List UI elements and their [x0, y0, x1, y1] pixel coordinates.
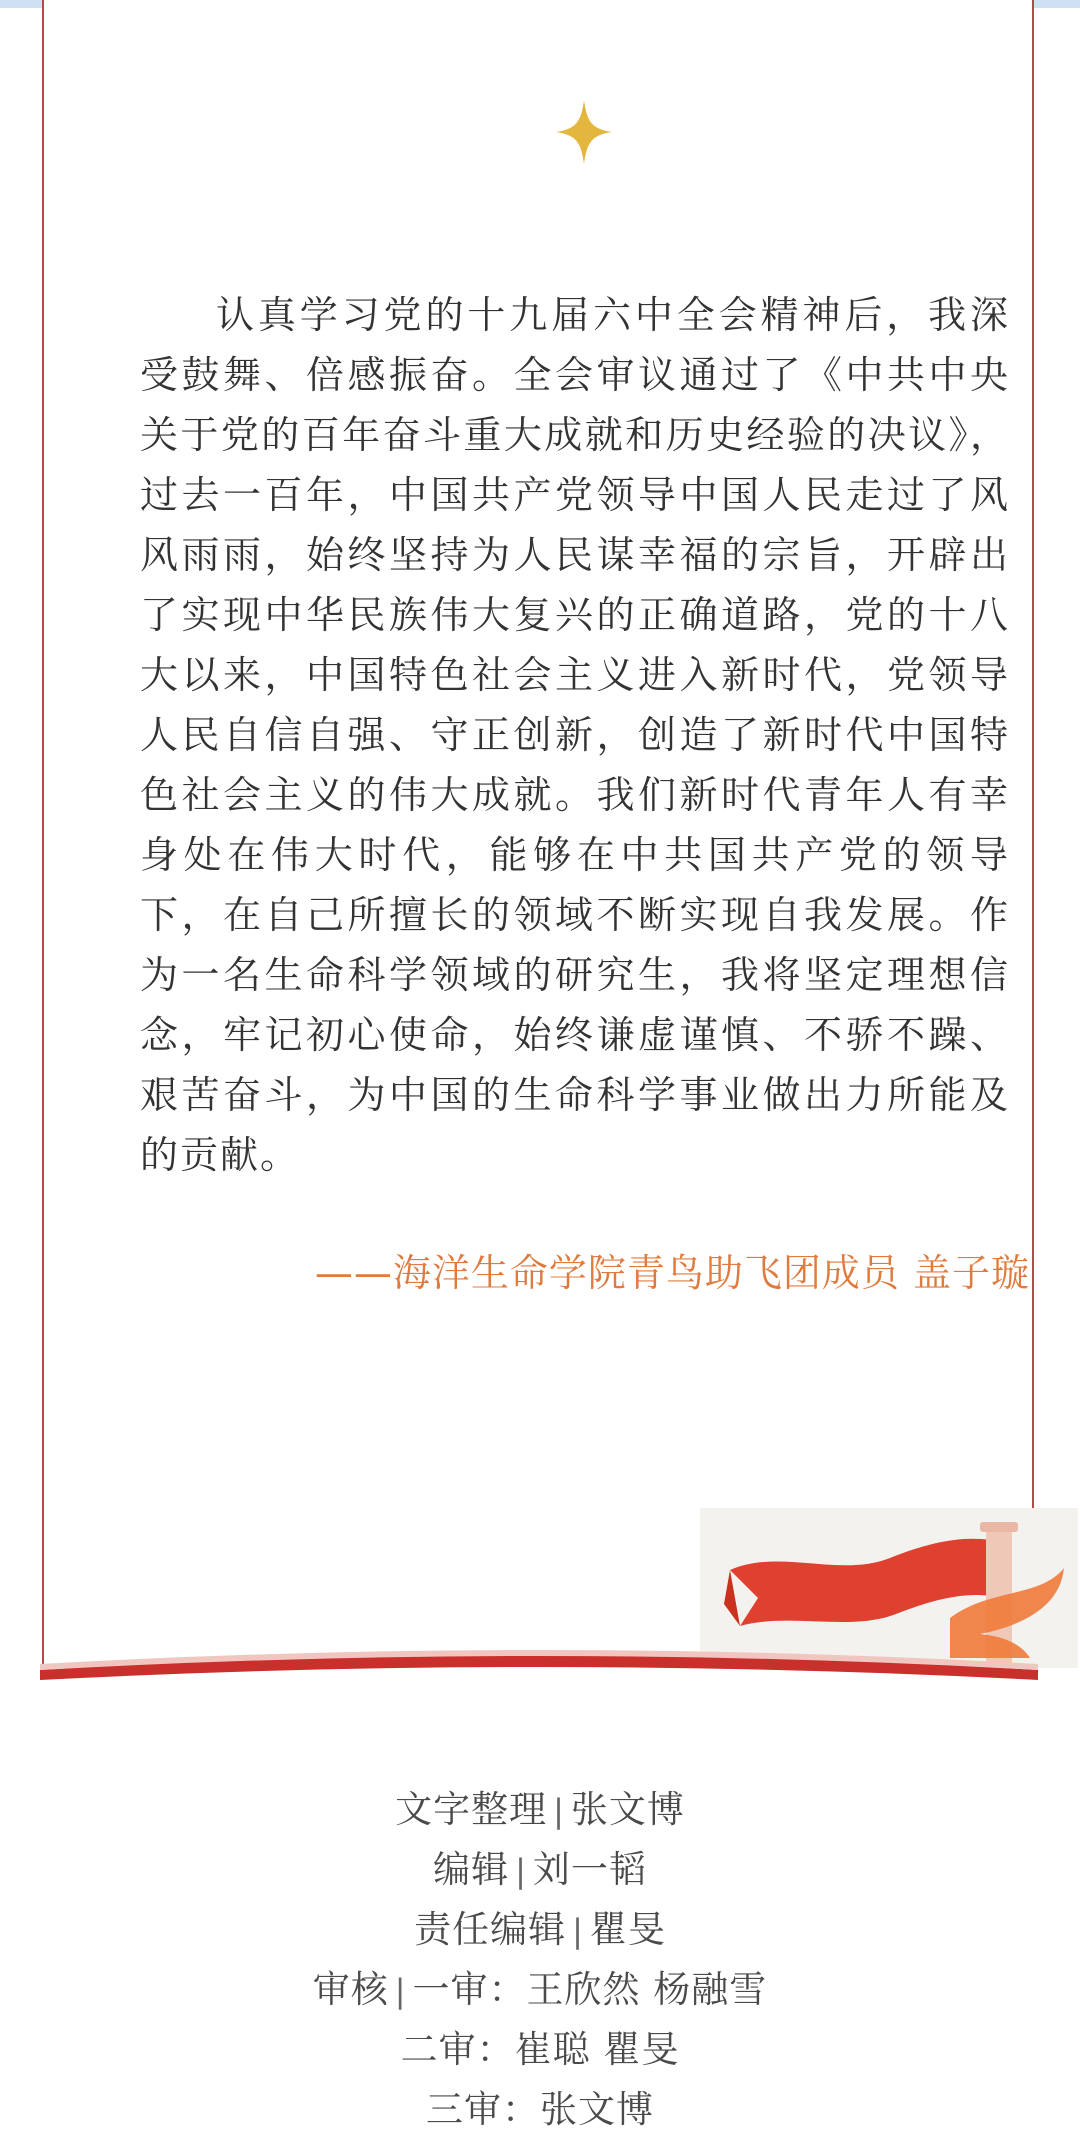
credit-value: 张文博 [570, 1788, 685, 1831]
credit-value: 三审：张文博 [426, 2088, 654, 2131]
credit-text-organizer [0, 1780, 1080, 1840]
separator: | [553, 1792, 565, 1830]
separator: | [572, 1912, 584, 1950]
credit-responsible-editor [0, 1900, 1080, 1960]
credits-block [0, 1780, 1080, 2140]
credit-third-review [0, 2080, 1080, 2140]
article-card [42, 0, 1034, 1668]
credit-review [0, 1960, 1080, 2020]
bottom-arc-divider [40, 1640, 1038, 1700]
credit-label: 编辑 [433, 1848, 510, 1891]
credit-label: 审核 [312, 1968, 389, 2011]
article-paragraph: 认真学习党的十九届六中全会精神后，我深受鼓舞、倍感振奋。全会审议通过了《中共中央关于党的百年奋斗重大成就和历史经验的决议》，过去一百年，中国共产党领导中国人民走过了风风雨雨，始终坚持为人民谋幸福的宗旨，开辟出了实现中华民族伟大复兴的正确道路，党的十八大以来，中国特色社会主义进入新时代，党领导人民自信自强、守正创新，创造了新时代中国特色社会主义的伟大成就。我们新时代青年人有幸身处在伟大时代，能够在中共国共产党的领导下，在自己所擅长的领域不断实现自我发展。作为一名生命科学领域的研究生，我将坚定理想信念，牢记初心使命，始终谦虚谨慎、不骄不躁、艰苦奋斗，为中国的生命科学事业做出力所能及的贡献。 [140, 293, 1010, 1177]
credit-second-review [0, 2020, 1080, 2080]
credit-label: 文字整理 [395, 1788, 548, 1831]
author-signature: ——海洋生命学院青鸟助飞团成员 盖子璇 [314, 1251, 1030, 1295]
credit-value: 瞿旻 [589, 1908, 666, 1951]
separator: | [515, 1852, 527, 1890]
credit-label: 责任编辑 [414, 1908, 567, 1951]
sparkle-star-icon [556, 100, 612, 164]
separator: | [394, 1972, 407, 2010]
credit-value: 一审：王欣然 杨融雪 [412, 1968, 768, 2011]
credit-value: 二审：崔聪 瞿旻 [400, 2028, 680, 2071]
credit-value: 刘一韬 [532, 1848, 647, 1891]
credit-editor [0, 1840, 1080, 1900]
